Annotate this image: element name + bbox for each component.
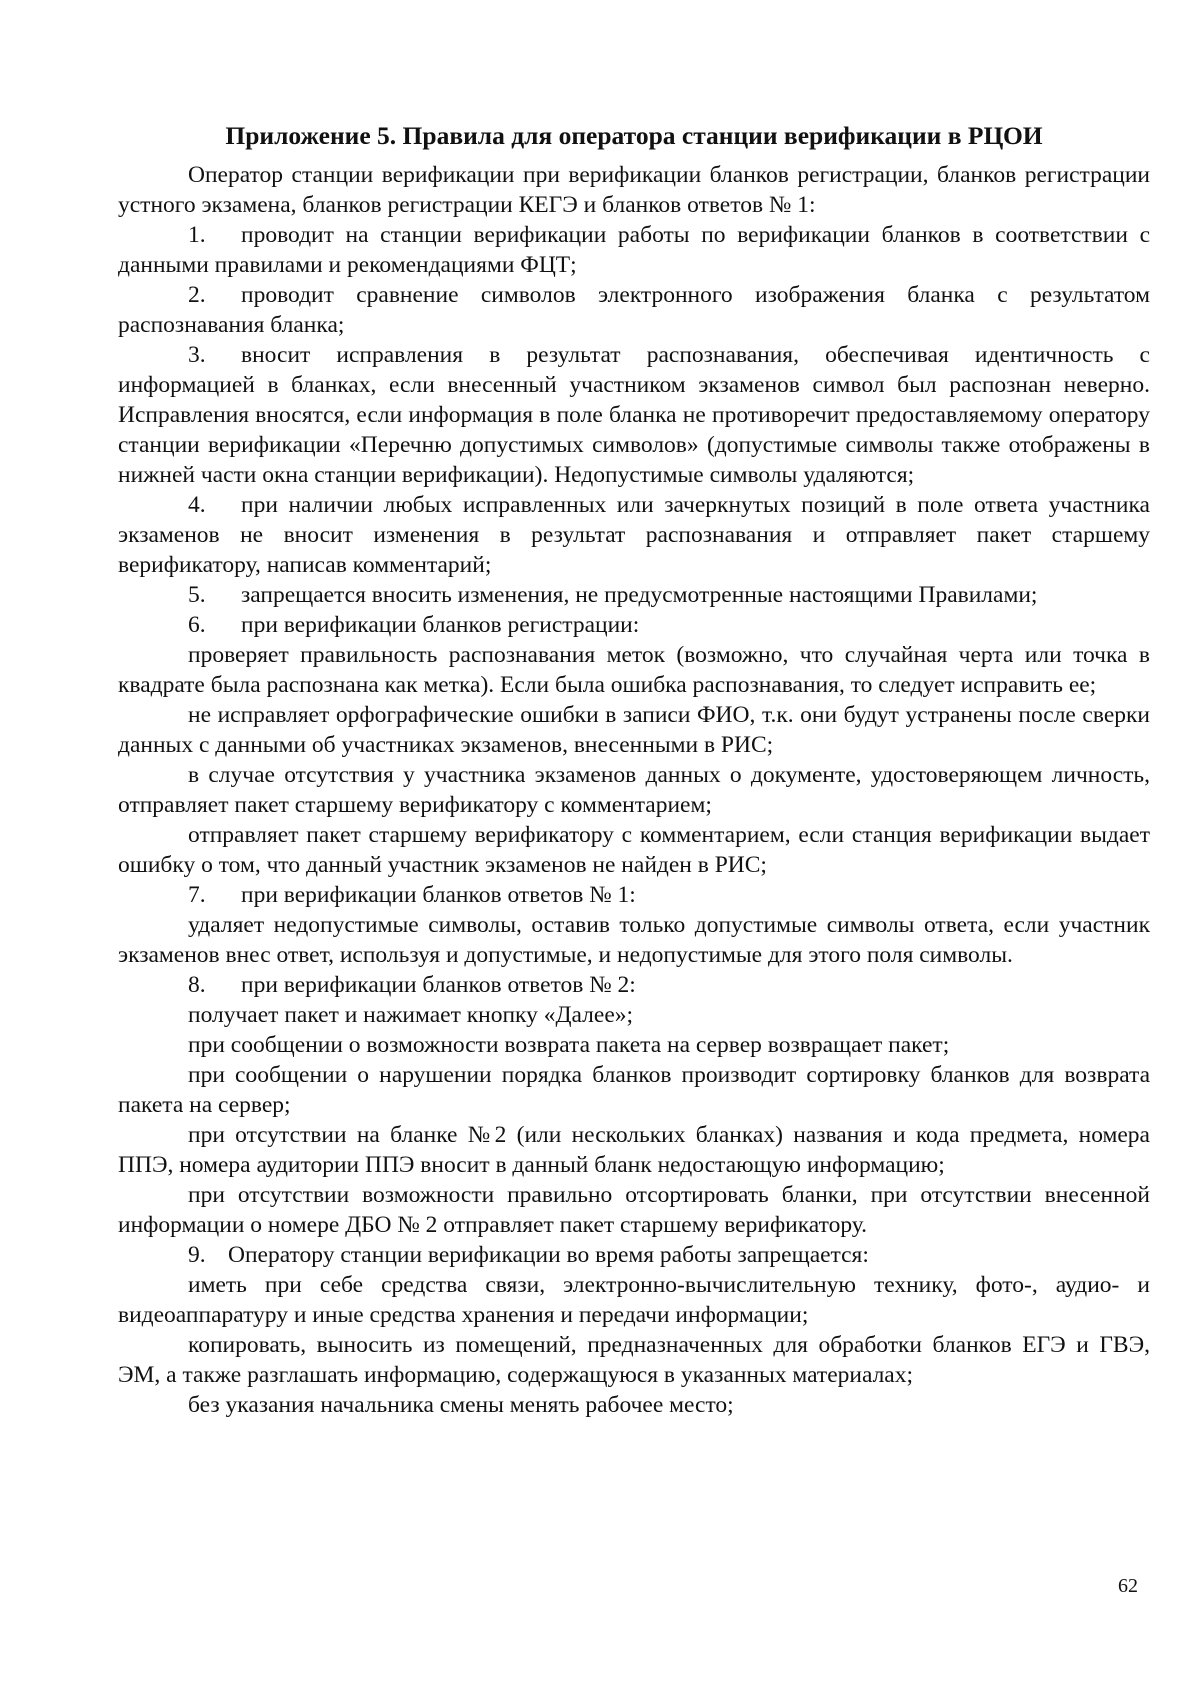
list-item-text: при верификации бланков ответов № 1:: [241, 882, 636, 908]
list-item-number: 8.: [188, 972, 206, 998]
sub-paragraph: удаляет недопустимые символы, оставив только допустимые символы ответа, если участник экзаменов внес ответ, используя и допустимые, и недопустимые для этого поля символы.: [118, 912, 1150, 968]
list-item-7: [118, 880, 1150, 910]
list-item-9: [118, 1240, 1150, 1270]
list-item-text: при верификации бланков ответов № 2:: [241, 972, 636, 998]
list-item-number: 2.: [188, 282, 206, 308]
page-title: Приложение 5. Правила для оператора станции верификации в РЦОИ: [225, 121, 1043, 150]
list-item-text: проводит на станции верификации работы по верификации бланков в соответствии с данными правилами и рекомендациями ФЦТ;: [118, 222, 1150, 278]
list-item-text: при наличии любых исправленных или зачеркнутых позиций в поле ответа участника экзаменов не вносит изменения в результат распознавания и отправляет пакет старшему верификатору, написав комментарий;: [118, 492, 1150, 578]
intro-paragraph: Оператор станции верификации при верификации бланков регистрации, бланков регистрации устного экзамена, бланков регистрации КЕГЭ и бланков ответов № 1:: [118, 162, 1150, 218]
list-item-number: 3.: [188, 342, 206, 368]
document-page: [118, 118, 1150, 1420]
list-item-number: 1.: [188, 222, 206, 248]
sub-paragraph: копировать, выносить из помещений, предназначенных для обработки бланков ЕГЭ и ГВЭ, ЭМ, а также разглашать информацию, содержащуюся в указанных материалах;: [118, 1332, 1150, 1388]
list-item-6: [118, 610, 1150, 640]
sub-paragraph: получает пакет и нажимает кнопку «Далее»;: [188, 1002, 634, 1028]
list-item-text: запрещается вносить изменения, не предусмотренные настоящими Правилами;: [241, 582, 1038, 608]
sub-paragraph: не исправляет орфографические ошибки в записи ФИО, т.к. они будут устранены после сверки данных с данными об участниках экзаменов, внесенными в РИС;: [118, 702, 1150, 758]
list-item-number: 7.: [188, 882, 206, 908]
list-item-text: Оператору станции верификации во время работы запрещается:: [228, 1242, 869, 1268]
sub-paragraph: в случае отсутствия у участника экзаменов данных о документе, удостоверяющем личность, отправляет пакет старшему верификатору с комментарием;: [118, 762, 1150, 818]
list-item-number: 9.: [188, 1242, 206, 1268]
sub-paragraph: проверяет правильность распознавания меток (возможно, что случайная черта или точка в квадрате была распознана как метка). Если была ошибка распознавания, то следует исправить ее;: [118, 642, 1150, 698]
list-item-2: [118, 280, 1150, 340]
sub-paragraph: отправляет пакет старшему верификатору с комментарием, если станция верификации выдает ошибку о том, что данный участник экзаменов не найден в РИС;: [118, 822, 1150, 878]
list-item-number: 5.: [188, 582, 206, 608]
sub-paragraph: при сообщении о возможности возврата пакета на сервер возвращает пакет;: [188, 1032, 950, 1058]
sub-paragraph: при отсутствии на бланке №2 (или нескольких бланках) названия и кода предмета, номера ППЭ, номера аудитории ППЭ вносит в данный бланк недостающую информацию;: [118, 1122, 1150, 1178]
list-item-number: 6.: [188, 612, 206, 638]
sub-paragraph: без указания начальника смены менять рабочее место;: [188, 1392, 734, 1418]
list-item-text: вносит исправления в результат распознавания, обеспечивая идентичность с информацией в бланках, если внесенный участником экзаменов символ был распознан неверно. Исправления вносятся, если информация в поле бланка не противоречит предоставляемому оператору станции верификации «Перечню допустимых символов» (допустимые символы также отображены в нижней части окна станции верификации). Недопустимые символы удаляются;: [118, 342, 1150, 488]
page-number: 62: [1118, 1575, 1138, 1597]
list-item-text: при верификации бланков регистрации:: [241, 612, 640, 638]
sub-paragraph: при отсутствии возможности правильно отсортировать бланки, при отсутствии внесенной информации о номере ДБО № 2 отправляет пакет старшему верификатору.: [118, 1182, 1150, 1238]
list-item-number: 4.: [188, 492, 206, 518]
list-item-4: [118, 490, 1150, 580]
list-item-3: [118, 340, 1150, 490]
list-item-1: [118, 220, 1150, 280]
sub-paragraph: при сообщении о нарушении порядка бланков производит сортировку бланков для возврата пакета на сервер;: [118, 1062, 1150, 1118]
list-item-8: [118, 970, 1150, 1000]
list-item-text: проводит сравнение символов электронного изображения бланка с результатом распознавания бланка;: [118, 282, 1150, 338]
sub-paragraph: иметь при себе средства связи, электронно-вычислительную технику, фото-, аудио- и видеоаппаратуру и иные средства хранения и передачи информации;: [118, 1272, 1150, 1328]
list-item-5: [118, 580, 1150, 610]
